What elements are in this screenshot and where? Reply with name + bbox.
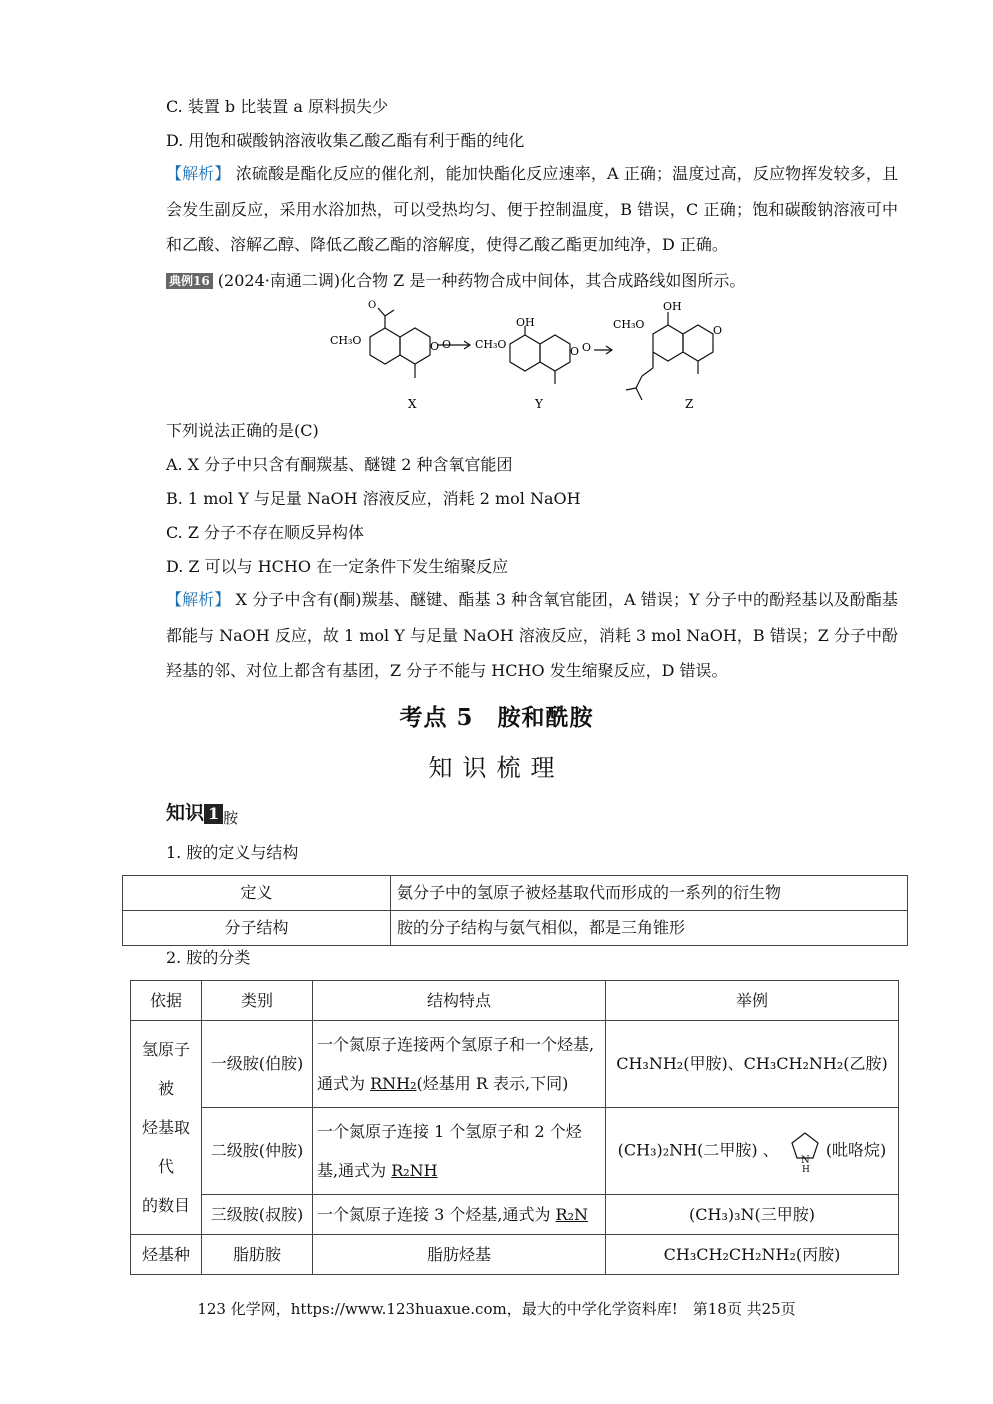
option-d: D. Z 可以与 HCHO 在一定条件下发生缩聚反应 — [166, 557, 509, 576]
example-16 — [166, 270, 745, 292]
svg-text:CH₃O: CH₃O — [475, 338, 507, 351]
svg-text:O: O — [582, 341, 592, 354]
option-a: A. X 分子中只含有酮羰基、醚键 2 种含氧官能团 — [166, 455, 513, 474]
svg-text:OH: OH — [516, 316, 535, 329]
knowledge-number: 1 — [204, 804, 223, 824]
svg-text:O: O — [570, 345, 580, 358]
svg-text:OH: OH — [663, 300, 682, 313]
svg-text:H: H — [801, 1165, 810, 1173]
table-row: 定义 氨分子中的氢原子被烃基取代而形成的一系列的衍生物 — [123, 876, 908, 911]
table-row: 三级胺(叔胺) 一个氮原子连接 3 个烃基,通式为 R₂N (CH₃)₃N(三甲胺) — [131, 1195, 899, 1235]
analysis-tag: 【解析】 — [166, 164, 231, 183]
svg-text:Z: Z — [685, 397, 694, 411]
table-row: 二级胺(仲胺) 一个氮原子连接 1 个氢原子和 2 个烃基,通式为 R₂NH (CH₃)₂NH(二甲胺) 、 N H (吡咯烷) — [131, 1108, 899, 1195]
table2-heading: 2. 胺的分类 — [166, 948, 251, 967]
analysis-text: X 分子中含有(酮)羰基、醚键、酯基 3 种含氧官能团，A 错误；Y 分子中的酚羟基以及酚酯基都能与 NaOH 反应，故 1 mol Y 与足量 NaOH 溶液反应，消耗 3 mol NaOH，B 错误；Z 分子中酚羟基的邻、对位上都含有基团，Z 分子不能与 HCHO 发生缩聚反应，D 错误。 — [166, 590, 898, 680]
knowledge-heading: 知识 1 $_胺$ — [166, 802, 239, 827]
option-c-top: C. 装置 b 比装置 a 原料损失少 — [166, 97, 388, 116]
option-d-top: D. 用饱和碳酸钠溶液收集乙酸乙酯有利于酯的纯化 — [166, 131, 525, 150]
option-b: B. 1 mol Y 与足量 NaOH 溶液反应，消耗 2 mol NaOH — [166, 489, 581, 508]
page-footer: 123 化学网，https://www.123huaxue.com，最大的中学化学资料库! 第18页 共25页 — [197, 1300, 796, 1318]
example-badge: 典例16 — [166, 273, 213, 289]
svg-text:O: O — [713, 324, 723, 337]
svg-text:O: O — [442, 338, 452, 351]
svg-text:N: N — [800, 1155, 810, 1166]
svg-text:O: O — [430, 340, 440, 353]
amine-definition-table — [122, 875, 908, 946]
analysis-tag: 【解析】 — [166, 590, 231, 609]
analysis-2 — [166, 582, 898, 689]
svg-text:O: O — [368, 300, 377, 311]
option-c: C. Z 分子不存在顺反异构体 — [166, 523, 365, 542]
example-text: (2024·南通二调)化合物 Z 是一种药物合成中间体，其合成路线如图所示。 — [212, 271, 746, 290]
table-header-row: 依据 类别 结构特点 举例 — [131, 981, 899, 1021]
pyrrolidine-structure — [784, 1129, 826, 1173]
svg-text:CH₃O: CH₃O — [330, 334, 362, 347]
table-row: 氢原子 被 烃基取 代 的数目 一级胺(伯胺) 一个氮原子连接两个氢原子和一个烃基,通式为 RNH₂(烃基用 R 表示,下同) CH₃NH₂(甲胺)、CH₃CH₂NH₂(乙胺) — [131, 1021, 899, 1108]
analysis-text: 浓硫酸是酯化反应的催化剂，能加快酯化反应速率，A 正确；温度过高，反应物挥发较多，且会发生副反应，采用水浴加热，可以受热均匀、便于控制温度，B 错误，C 正确；饱和碳酸钠溶液可中和乙酸、溶解乙醇、降低乙酸乙酯的溶解度，使得乙酸乙酯更加纯净，D 正确。 — [166, 164, 898, 254]
svg-text:Y: Y — [535, 397, 543, 411]
synthesis-scheme — [330, 298, 750, 413]
svg-text:X: X — [408, 397, 417, 411]
section-subtitle: 知识梳理 — [428, 754, 565, 782]
amine-classification-table — [130, 980, 899, 1275]
section-title: 考点 5 胺和酰胺 — [399, 704, 594, 731]
question-stem: 下列说法正确的是(C) — [166, 421, 319, 440]
analysis-1 — [166, 156, 898, 263]
table-row: 分子结构 胺的分子结构与氨气相似，都是三角锥形 — [123, 911, 908, 946]
table-row: 烃基种 脂肪胺 脂肪烃基 CH₃CH₂CH₂NH₂(丙胺) — [131, 1235, 899, 1275]
svg-text:CH₃O: CH₃O — [613, 318, 645, 331]
table1-heading: 1. 胺的定义与结构 — [166, 843, 299, 862]
